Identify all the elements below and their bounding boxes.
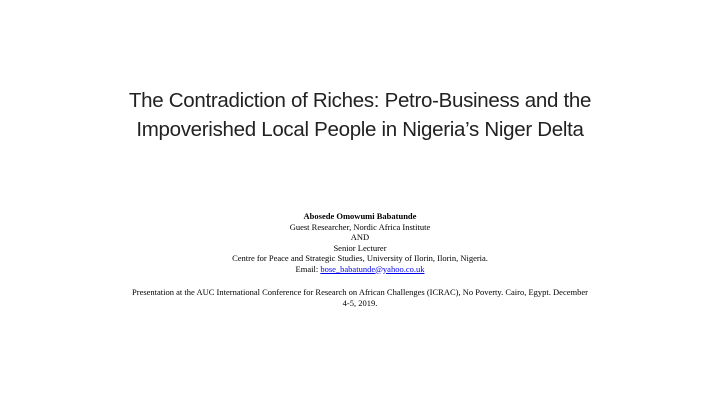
presentation-line-2: 4-5, 2019.	[342, 297, 378, 308]
author-conjunction: AND	[350, 232, 370, 242]
slide-title	[60, 86, 660, 144]
author-name: Abosede Omowumi Babatunde	[303, 211, 417, 221]
email-label: Email:	[295, 263, 319, 274]
title-line-1: The Contradiction of Riches: Petro-Business and the	[128, 89, 592, 112]
author-email-line	[100, 264, 620, 275]
author-role-1: Guest Researcher, Nordic Africa Institute	[289, 221, 431, 232]
author-role-2: Senior Lecturer	[333, 242, 387, 253]
title-line-2: Impoverished Local People in Nigeria’s Niger Delta	[136, 118, 584, 141]
presentation-note	[90, 287, 630, 308]
presentation-line-1: Presentation at the AUC International Conference for Research on African Challenges (ICRAC), No Poverty. Cairo, Egypt. December	[132, 287, 588, 297]
author-affiliation: Centre for Peace and Strategic Studies, University of Ilorin, Ilorin, Nigeria.	[232, 253, 488, 263]
author-block	[100, 211, 620, 274]
email-link[interactable]: bose_babatunde@yahoo.co.uk	[320, 263, 425, 274]
